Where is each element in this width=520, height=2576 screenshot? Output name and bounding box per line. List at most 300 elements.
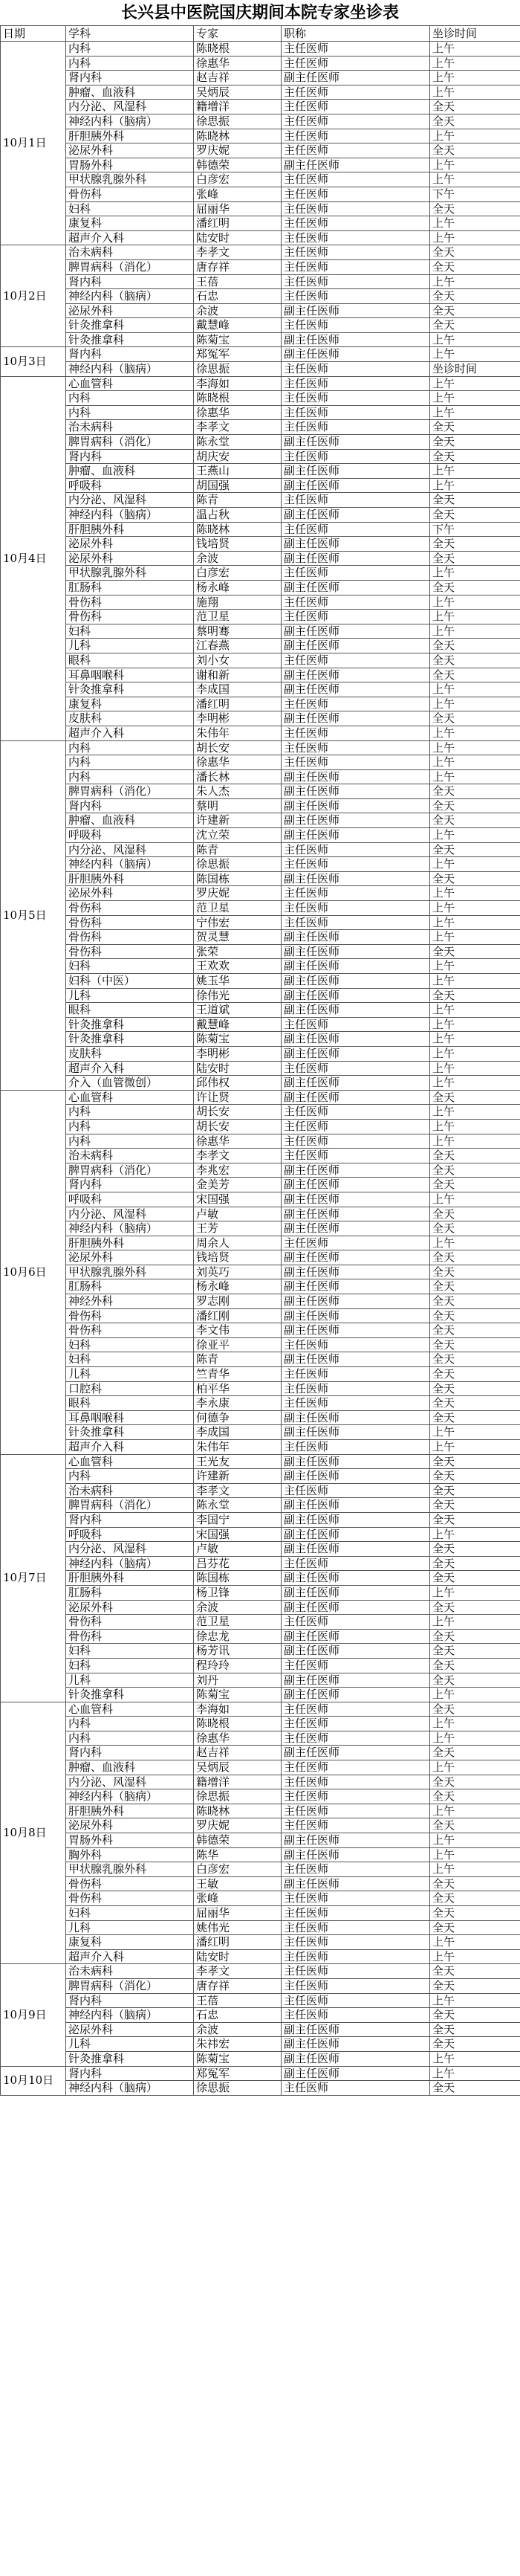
title-cell: 副主任医师	[282, 1454, 430, 1469]
clinic-time-cell: 全天	[430, 1207, 520, 1221]
table-row	[1, 1818, 520, 1833]
expert-cell: 潘红刚	[194, 1308, 282, 1323]
department-cell: 神经内科（脑病）	[66, 1221, 194, 1236]
table-row	[1, 974, 520, 989]
department-cell: 妇科	[66, 624, 194, 639]
title-cell: 副主任医师	[282, 1323, 430, 1338]
table-row	[1, 1833, 520, 1848]
title-cell: 主任医师	[282, 362, 430, 377]
title-cell: 主任医师	[282, 653, 430, 668]
title-cell: 副主任医师	[282, 1221, 430, 1236]
title-cell: 副主任医师	[282, 813, 430, 828]
table-row	[1, 668, 520, 682]
title-cell: 主任医师	[282, 1949, 430, 1964]
clinic-time-cell: 上午	[430, 1527, 520, 1542]
title-cell: 副主任医师	[282, 682, 430, 697]
title-cell: 主任医师	[282, 1236, 430, 1250]
clinic-time-cell: 上午	[430, 2066, 520, 2081]
expert-cell: 徐惠华	[194, 405, 282, 420]
clinic-time-cell: 上午	[430, 1760, 520, 1775]
clinic-time-cell: 全天	[430, 1279, 520, 1294]
department-cell: 神经内科（脑病）	[66, 289, 194, 304]
department-cell: 骨伤科	[66, 1629, 194, 1644]
expert-cell: 籍增洋	[194, 100, 282, 114]
date-cell: 10月6日	[1, 1090, 66, 1454]
expert-cell: 陈青	[194, 1352, 282, 1367]
header-clinic-time: 坐诊时间	[430, 26, 520, 42]
table-row	[1, 1978, 520, 1993]
expert-cell: 李孝文	[194, 1149, 282, 1163]
table-row	[1, 1279, 520, 1294]
title-cell: 副主任医师	[282, 158, 430, 172]
clinic-time-cell: 全天	[430, 653, 520, 668]
department-cell: 儿科	[66, 1673, 194, 1688]
table-row	[1, 566, 520, 581]
title-cell: 主任医师	[282, 143, 430, 158]
clinic-time-cell: 全天	[430, 1571, 520, 1586]
expert-cell: 宋国强	[194, 1527, 282, 1542]
expert-cell: 胡长安	[194, 1119, 282, 1134]
department-cell: 肝胆胰外科	[66, 129, 194, 143]
table-row	[1, 420, 520, 435]
table-row	[1, 1615, 520, 1630]
clinic-time-cell: 上午	[430, 71, 520, 85]
table-row	[1, 274, 520, 289]
clinic-time-cell: 全天	[430, 1702, 520, 1717]
table-row	[1, 2066, 520, 2081]
department-cell: 内科	[66, 769, 194, 784]
expert-cell: 徐思振	[194, 114, 282, 129]
clinic-time-cell: 全天	[430, 988, 520, 1003]
expert-cell: 罗庆妮	[194, 886, 282, 901]
table-row	[1, 1731, 520, 1746]
department-cell: 脾胃病科（消化）	[66, 784, 194, 799]
department-cell: 呼吸科	[66, 1192, 194, 1207]
title-cell: 副主任医师	[282, 1527, 430, 1542]
title-cell: 副主任医师	[282, 464, 430, 479]
expert-cell: 张峰	[194, 187, 282, 201]
clinic-time-cell: 全天	[430, 813, 520, 828]
clinic-time-cell: 全天	[430, 1396, 520, 1411]
title-cell: 副主任医师	[282, 1178, 430, 1192]
expert-cell: 吴炳辰	[194, 85, 282, 100]
expert-cell: 戴慧峰	[194, 318, 282, 333]
title-cell: 副主任医师	[282, 624, 430, 639]
table-row	[1, 711, 520, 726]
title-cell: 副主任医师	[282, 930, 430, 945]
expert-cell: 陈晓根	[194, 391, 282, 406]
table-row	[1, 187, 520, 201]
expert-cell: 姚玉华	[194, 974, 282, 989]
department-cell: 肝胆胰外科	[66, 522, 194, 537]
table-row	[1, 1250, 520, 1265]
title-cell: 副主任医师	[282, 1352, 430, 1367]
table-row	[1, 798, 520, 813]
table-row	[1, 1702, 520, 1717]
expert-cell: 朱祎宏	[194, 2037, 282, 2052]
department-cell: 皮肤科	[66, 1046, 194, 1061]
expert-cell: 王蓓	[194, 1993, 282, 2008]
table-row	[1, 318, 520, 333]
department-cell: 针灸推拿科	[66, 332, 194, 347]
title-cell: 副主任医师	[282, 1046, 430, 1061]
clinic-time-cell: 上午	[430, 1440, 520, 1455]
title-cell: 主任医师	[282, 726, 430, 740]
expert-cell: 陈青	[194, 493, 282, 508]
title-cell: 副主任医师	[282, 1585, 430, 1600]
table-row	[1, 100, 520, 114]
title-cell: 主任医师	[282, 42, 430, 57]
table-row	[1, 1964, 520, 1979]
title-cell: 副主任医师	[282, 1410, 430, 1425]
clinic-time-cell: 上午	[430, 158, 520, 172]
expert-cell: 许建新	[194, 813, 282, 828]
title-cell: 副主任医师	[282, 1600, 430, 1615]
clinic-time-cell: 全天	[430, 1629, 520, 1644]
clinic-time-cell: 上午	[430, 595, 520, 610]
title-cell: 主任医师	[282, 1337, 430, 1352]
title-cell: 副主任医师	[282, 478, 430, 493]
date-cell: 10月7日	[1, 1454, 66, 1702]
department-cell: 内科	[66, 391, 194, 406]
department-cell: 胃肠外科	[66, 1833, 194, 1848]
expert-cell: 赵吉祥	[194, 1746, 282, 1760]
department-cell: 内科	[66, 42, 194, 57]
expert-cell: 潘红明	[194, 1935, 282, 1950]
clinic-time-cell: 全天	[430, 1964, 520, 1979]
clinic-time-cell: 上午	[430, 959, 520, 974]
clinic-time-cell: 全天	[430, 100, 520, 114]
department-cell: 超声介入科	[66, 1061, 194, 1076]
clinic-time-cell: 上午	[430, 1731, 520, 1746]
date-cell: 10月3日	[1, 347, 66, 376]
clinic-time-cell: 全天	[430, 1352, 520, 1367]
table-row	[1, 2008, 520, 2023]
table-row	[1, 216, 520, 231]
department-cell: 泌尿外科	[66, 886, 194, 901]
table-row	[1, 1644, 520, 1659]
clinic-time-cell: 全天	[430, 259, 520, 274]
table-row	[1, 886, 520, 901]
expert-cell: 金美芳	[194, 1178, 282, 1192]
expert-cell: 竺青华	[194, 1367, 282, 1382]
clinic-time-cell: 全天	[430, 493, 520, 508]
clinic-time-cell: 全天	[430, 1789, 520, 1804]
schedule-table	[0, 25, 520, 2096]
table-row	[1, 988, 520, 1003]
expert-cell: 张峰	[194, 1891, 282, 1906]
title-cell: 副主任医师	[282, 1571, 430, 1586]
clinic-time-cell: 上午	[430, 769, 520, 784]
table-row	[1, 2081, 520, 2096]
clinic-time-cell: 上午	[430, 216, 520, 231]
table-row	[1, 1061, 520, 1076]
expert-cell: 罗志刚	[194, 1294, 282, 1309]
clinic-time-cell: 上午	[430, 2051, 520, 2066]
expert-cell: 卢敏	[194, 1207, 282, 1221]
expert-cell: 钱培贤	[194, 537, 282, 552]
department-cell: 内科	[66, 405, 194, 420]
table-row	[1, 1760, 520, 1775]
expert-cell: 王敏	[194, 1876, 282, 1891]
title-cell: 主任医师	[282, 1017, 430, 1032]
title-cell: 主任医师	[282, 1702, 430, 1717]
table-row	[1, 85, 520, 100]
clinic-time-cell: 全天	[430, 1090, 520, 1105]
title-cell: 副主任医师	[282, 944, 430, 959]
table-row	[1, 610, 520, 624]
clinic-time-cell: 上午	[430, 42, 520, 57]
department-cell: 骨伤科	[66, 1891, 194, 1906]
clinic-time-cell: 上午	[430, 1003, 520, 1018]
title-cell: 主任医师	[282, 1615, 430, 1630]
table-row	[1, 1294, 520, 1309]
title-cell: 主任医师	[282, 274, 430, 289]
expert-cell: 陈晓根	[194, 42, 282, 57]
expert-cell: 李永康	[194, 1396, 282, 1411]
department-cell: 肿瘤、血液科	[66, 1760, 194, 1775]
table-row	[1, 1746, 520, 1760]
expert-cell: 贺灵慧	[194, 930, 282, 945]
title-cell: 主任医师	[282, 114, 430, 129]
department-cell: 肝胆胰外科	[66, 1236, 194, 1250]
title-cell: 主任医师	[282, 2008, 430, 2023]
title-cell: 主任医师	[282, 2081, 430, 2096]
expert-cell: 余波	[194, 1600, 282, 1615]
department-cell: 肛肠科	[66, 1585, 194, 1600]
title-cell: 主任医师	[282, 230, 430, 245]
table-row	[1, 1688, 520, 1702]
title-cell: 主任医师	[282, 187, 430, 201]
table-row	[1, 1396, 520, 1411]
department-cell: 眼科	[66, 1396, 194, 1411]
expert-cell: 罗庆妮	[194, 143, 282, 158]
expert-cell: 李孝文	[194, 1964, 282, 1979]
expert-cell: 李国宁	[194, 1512, 282, 1527]
department-cell: 肾内科	[66, 1512, 194, 1527]
table-row	[1, 1265, 520, 1279]
department-cell: 心血管科	[66, 1454, 194, 1469]
title-cell: 副主任医师	[282, 871, 430, 886]
title-cell: 主任医师	[282, 1119, 430, 1134]
clinic-time-cell: 全天	[430, 1149, 520, 1163]
expert-cell: 余波	[194, 303, 282, 318]
clinic-time-cell: 上午	[430, 1046, 520, 1061]
expert-cell: 陈华	[194, 1847, 282, 1862]
expert-cell: 韩德荣	[194, 158, 282, 172]
expert-cell: 徐思振	[194, 1789, 282, 1804]
expert-cell: 徐惠华	[194, 1134, 282, 1149]
title-cell: 主任医师	[282, 595, 430, 610]
table-row	[1, 828, 520, 843]
department-cell: 耳鼻咽喉科	[66, 668, 194, 682]
clinic-time-cell: 上午	[430, 1847, 520, 1862]
clinic-time-cell: 全天	[430, 420, 520, 435]
table-row	[1, 871, 520, 886]
clinic-time-cell: 全天	[430, 1658, 520, 1673]
title-cell: 副主任医师	[282, 332, 430, 347]
clinic-time-cell: 上午	[430, 828, 520, 843]
department-cell: 妇科	[66, 1658, 194, 1673]
table-row	[1, 1789, 520, 1804]
title-cell: 副主任医师	[282, 1279, 430, 1294]
title-cell: 副主任医师	[282, 769, 430, 784]
table-row	[1, 944, 520, 959]
title-cell: 副主任医师	[282, 988, 430, 1003]
clinic-time-cell: 全天	[430, 711, 520, 726]
department-cell: 治未病科	[66, 1964, 194, 1979]
title-cell: 副主任医师	[282, 1250, 430, 1265]
table-row	[1, 1658, 520, 1673]
department-cell: 甲状腺乳腺外科	[66, 1862, 194, 1877]
clinic-time-cell: 上午	[430, 1833, 520, 1848]
expert-cell: 温占秋	[194, 508, 282, 523]
table-row	[1, 755, 520, 770]
department-cell: 脾胃病科（消化）	[66, 1498, 194, 1513]
title-cell: 主任医师	[282, 915, 430, 930]
department-cell: 肾内科	[66, 1178, 194, 1192]
title-cell: 主任医师	[282, 449, 430, 464]
table-row	[1, 129, 520, 143]
expert-cell: 陈晓林	[194, 129, 282, 143]
clinic-time-cell: 上午	[430, 624, 520, 639]
clinic-time-cell: 全天	[430, 1978, 520, 1993]
title-cell: 副主任医师	[282, 784, 430, 799]
expert-cell: 李孝文	[194, 1483, 282, 1498]
department-cell: 骨伤科	[66, 1876, 194, 1891]
department-cell: 内科	[66, 1469, 194, 1484]
department-cell: 泌尿外科	[66, 2022, 194, 2037]
table-row	[1, 1862, 520, 1877]
title-cell: 主任医师	[282, 1818, 430, 1833]
header-date: 日期	[1, 26, 66, 42]
expert-cell: 屈丽华	[194, 1906, 282, 1921]
department-cell: 骨伤科	[66, 901, 194, 916]
title-cell: 主任医师	[282, 1440, 430, 1455]
clinic-time-cell: 上午	[430, 1134, 520, 1149]
expert-cell: 刘小女	[194, 653, 282, 668]
title-cell: 主任医师	[282, 610, 430, 624]
title-cell: 主任医师	[282, 1789, 430, 1804]
table-row	[1, 478, 520, 493]
clinic-time-cell: 上午	[430, 85, 520, 100]
expert-cell: 宋国强	[194, 1192, 282, 1207]
clinic-time-cell: 全天	[430, 303, 520, 318]
department-cell: 神经内科（脑病）	[66, 362, 194, 377]
expert-cell: 何德争	[194, 1410, 282, 1425]
department-cell: 心血管科	[66, 1702, 194, 1717]
expert-cell: 杨芳讯	[194, 1644, 282, 1659]
table-row	[1, 143, 520, 158]
clinic-time-cell: 全天	[430, 1265, 520, 1279]
expert-cell: 籍增洋	[194, 1775, 282, 1789]
department-cell: 内分泌、风湿科	[66, 100, 194, 114]
department-cell: 肾内科	[66, 71, 194, 85]
title-cell: 主任医师	[282, 56, 430, 71]
expert-cell: 胡庆安	[194, 449, 282, 464]
title-cell: 副主任医师	[282, 828, 430, 843]
department-cell: 泌尿外科	[66, 537, 194, 552]
department-cell: 内科	[66, 1731, 194, 1746]
table-row	[1, 1556, 520, 1571]
table-row	[1, 56, 520, 71]
department-cell: 内分泌、风湿科	[66, 1207, 194, 1221]
clinic-time-cell: 全天	[430, 1600, 520, 1615]
title-cell: 副主任医师	[282, 347, 430, 362]
table-row	[1, 639, 520, 653]
table-row	[1, 158, 520, 172]
department-cell: 心血管科	[66, 1090, 194, 1105]
department-cell: 神经内科（脑病）	[66, 114, 194, 129]
expert-cell: 郑冤军	[194, 347, 282, 362]
table-row	[1, 857, 520, 872]
clinic-time-cell: 上午	[430, 1615, 520, 1630]
title-cell: 副主任医师	[282, 1746, 430, 1760]
expert-cell: 李明彬	[194, 711, 282, 726]
table-row	[1, 959, 520, 974]
clinic-time-cell: 全天	[430, 1483, 520, 1498]
table-row	[1, 653, 520, 668]
department-cell: 肾内科	[66, 1993, 194, 2008]
clinic-time-cell: 全天	[430, 1775, 520, 1789]
title-cell: 主任医师	[282, 842, 430, 857]
table-row	[1, 726, 520, 740]
table-row	[1, 1003, 520, 1018]
expert-cell: 陆安时	[194, 230, 282, 245]
table-row	[1, 1906, 520, 1921]
department-cell: 肝胆胰外科	[66, 871, 194, 886]
department-cell: 肾内科	[66, 798, 194, 813]
table-row	[1, 449, 520, 464]
clinic-time-cell: 上午	[430, 1688, 520, 1702]
table-row	[1, 1891, 520, 1906]
title-cell: 主任医师	[282, 1775, 430, 1789]
clinic-time-cell: 坐诊时间	[430, 362, 520, 377]
clinic-time-cell: 上午	[430, 478, 520, 493]
title-cell: 主任医师	[282, 566, 430, 581]
clinic-time-cell: 全天	[430, 1556, 520, 1571]
expert-cell: 许建新	[194, 1469, 282, 1484]
table-row	[1, 522, 520, 537]
department-cell: 内科	[66, 56, 194, 71]
expert-cell: 陈国栋	[194, 871, 282, 886]
title-cell: 副主任医师	[282, 1207, 430, 1221]
department-cell: 心血管科	[66, 376, 194, 391]
title-cell: 副主任医师	[282, 1469, 430, 1484]
department-cell: 肝胆胰外科	[66, 1804, 194, 1818]
clinic-time-cell: 全天	[430, 798, 520, 813]
title-cell: 主任医师	[282, 1978, 430, 1993]
expert-cell: 陈菊宝	[194, 1032, 282, 1047]
expert-cell: 余波	[194, 2022, 282, 2037]
title-cell: 主任医师	[282, 172, 430, 187]
table-row	[1, 682, 520, 697]
expert-cell: 吕芬花	[194, 1556, 282, 1571]
table-row	[1, 1512, 520, 1527]
department-cell: 肿瘤、血液科	[66, 813, 194, 828]
expert-cell: 卢敏	[194, 1542, 282, 1557]
table-row	[1, 1935, 520, 1950]
table-row	[1, 1178, 520, 1192]
department-cell: 针灸推拿科	[66, 1688, 194, 1702]
department-cell: 超声介入科	[66, 1440, 194, 1455]
table-row	[1, 1600, 520, 1615]
expert-cell: 陈晓根	[194, 1717, 282, 1731]
title-cell: 主任医师	[282, 376, 430, 391]
table-row	[1, 1381, 520, 1396]
table-row	[1, 769, 520, 784]
expert-cell: 范卫星	[194, 1615, 282, 1630]
